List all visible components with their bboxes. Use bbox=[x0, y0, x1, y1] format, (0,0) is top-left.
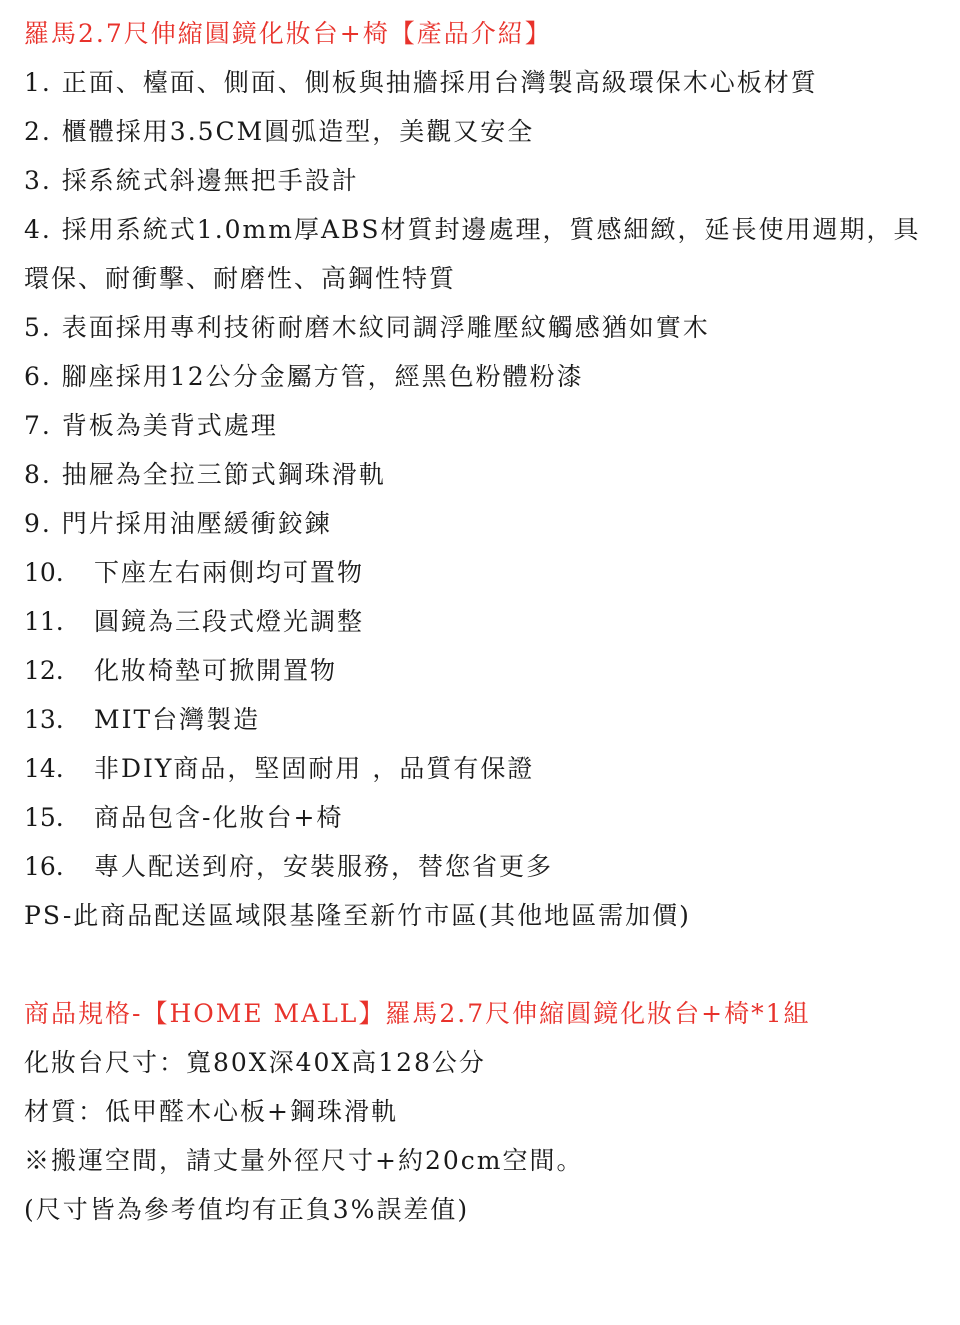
intro-item-continuation: 環保、耐衝擊、耐磨性、高鋼性特質 bbox=[24, 264, 457, 293]
list-item-number: 15. bbox=[24, 803, 64, 832]
product-intro-title: 羅馬2.7尺伸縮圓鏡化妝台+椅【產品介紹】 bbox=[24, 19, 552, 48]
intro-item: 5. 表面採用專利技術耐磨木紋同調浮雕壓紋觸感猶如實木 bbox=[24, 313, 710, 342]
list-item bbox=[24, 847, 944, 896]
list-item-number: 14. bbox=[24, 754, 64, 783]
list-item bbox=[24, 700, 944, 749]
spec-line-moving-space: ※搬運空間，請丈量外徑尺寸+約20cm空間。 bbox=[24, 1146, 584, 1175]
delivery-note: PS-此商品配送區域限基隆至新竹市區(其他地區需加價) bbox=[24, 901, 691, 930]
list-item-text: 商品包含-化妝台+椅 bbox=[94, 803, 344, 832]
intro-item: 4. 採用系統式1.0mm厚ABS材質封邊處理，質感細緻，延長使用週期，具 bbox=[24, 215, 921, 244]
intro-item: 9. 門片採用油壓緩衝鉸鍊 bbox=[24, 509, 332, 538]
section-spacer bbox=[24, 945, 944, 994]
list-item-text: 圓鏡為三段式燈光調整 bbox=[94, 607, 365, 636]
list-item bbox=[24, 651, 944, 700]
spec-line-material: 材質：低甲醛木心板+鋼珠滑軌 bbox=[24, 1097, 398, 1126]
intro-item: 7. 背板為美背式處理 bbox=[24, 411, 278, 440]
spec-title: 商品規格-【HOME MALL】羅馬2.7尺伸縮圓鏡化妝台+椅*1組 bbox=[24, 999, 811, 1028]
intro-item: 8. 抽屜為全拉三節式鋼珠滑軌 bbox=[24, 460, 386, 489]
list-item bbox=[24, 798, 944, 847]
list-item-number: 11. bbox=[24, 607, 64, 636]
numbered-list bbox=[24, 553, 944, 896]
spec-line-dimensions: 化妝台尺寸：寬80X深40X高128公分 bbox=[24, 1048, 486, 1077]
list-item-number: 10. bbox=[24, 558, 64, 587]
spec-line-tolerance: (尺寸皆為參考值均有正負3%誤差值) bbox=[24, 1195, 470, 1224]
intro-item: 2. 櫃體採用3.5CM圓弧造型，美觀又安全 bbox=[24, 117, 535, 146]
list-item-text: MIT台灣製造 bbox=[94, 705, 261, 734]
list-item bbox=[24, 553, 944, 602]
list-item-text: 下座左右兩側均可置物 bbox=[94, 558, 365, 587]
list-item-number: 13. bbox=[24, 705, 64, 734]
intro-item: 1. 正面、檯面、側面、側板與抽牆採用台灣製高級環保木心板材質 bbox=[24, 68, 818, 97]
list-item bbox=[24, 602, 944, 651]
intro-item: 3. 採系統式斜邊無把手設計 bbox=[24, 166, 359, 195]
product-description bbox=[24, 14, 944, 1239]
list-item-text: 專人配送到府，安裝服務，替您省更多 bbox=[94, 852, 554, 881]
intro-list bbox=[24, 63, 944, 553]
list-item bbox=[24, 749, 944, 798]
list-item-text: 非DIY商品，堅固耐用 ，品質有保證 bbox=[94, 754, 535, 783]
intro-item: 6. 腳座採用12公分金屬方管，經黑色粉體粉漆 bbox=[24, 362, 584, 391]
list-item-number: 16. bbox=[24, 852, 64, 881]
spec-list bbox=[24, 1043, 944, 1239]
list-item-number: 12. bbox=[24, 656, 64, 685]
list-item-text: 化妝椅墊可掀開置物 bbox=[94, 656, 338, 685]
